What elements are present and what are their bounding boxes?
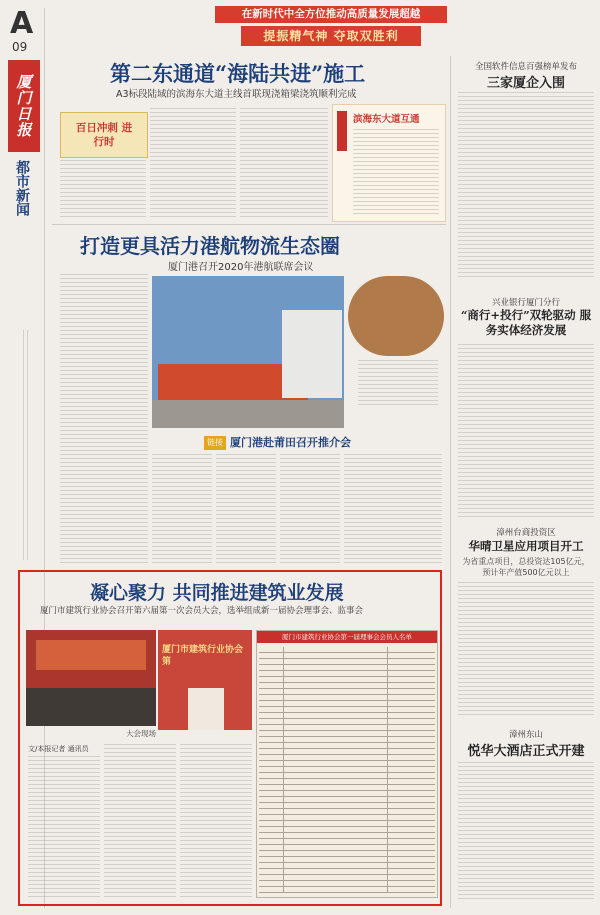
speaker-banner-text: 厦门市建筑行业协会第 — [162, 645, 244, 667]
port-caption: 厦门港赴莆田召开推介会 — [230, 436, 351, 449]
sea-land-badge — [60, 112, 148, 158]
member-table — [256, 630, 438, 898]
paper-name: 厦门日报 — [14, 74, 33, 138]
member-table-title: 厦门市建筑行业协会第一届理事会会员人名单 — [257, 631, 437, 643]
sidebar-body — [353, 129, 439, 215]
construction-photo-speaker — [158, 630, 252, 730]
right-top-title: 三家厦企入围 — [486, 76, 565, 91]
port-subtitle: 厦门港召开2020年港航联席会议 — [168, 262, 314, 273]
top-banner — [215, 6, 447, 50]
right-top-body — [458, 92, 594, 278]
port-body-left — [60, 274, 148, 564]
hotel-body — [458, 762, 594, 902]
divider-1 — [52, 224, 446, 225]
sea-land-title: 第二东通道“海陆共进”施工 — [110, 61, 366, 86]
hotel-kicker: 漳州东山 — [508, 730, 543, 740]
section-name — [12, 160, 38, 220]
construction-body-c2 — [104, 744, 176, 900]
port-meeting-caption — [358, 360, 438, 408]
banner-line2: 提振精气神 夺取双胜利 — [241, 26, 421, 46]
crane-ship — [282, 310, 342, 398]
hall-caption-text: 大会现场 — [126, 729, 156, 738]
crane-ground — [152, 400, 344, 428]
construction-byline: 文/本报记者 通讯员 — [28, 745, 89, 753]
hotel-title: 悦华大酒店正式开建 — [467, 744, 585, 759]
sea-land-sidebar — [332, 104, 446, 222]
port-meeting-photo — [348, 276, 444, 356]
construction-body-c1 — [28, 756, 100, 900]
section-label: 都市新闻 — [14, 160, 30, 216]
banner-line1: 在新时代中全方位推动高质量发展超越 — [215, 6, 447, 23]
zhangzhou-body — [458, 582, 594, 718]
right-top-kicker: 全国软件信息百强榜单发布 — [474, 62, 577, 72]
construction-photo-hall — [26, 630, 156, 726]
hall-stage — [36, 640, 146, 670]
construction-subtitle: 厦门市建筑行业协会召开第六届第一次会员大会，选举组成新一届协会理事会、监事会 — [40, 606, 364, 616]
port-title: 打造更具活力港航物流生态圈 — [80, 234, 340, 258]
speaker-podium — [188, 688, 224, 730]
port-body-c2 — [216, 454, 276, 564]
construction-title: 凝心聚力 共同推进建筑业发展 — [90, 582, 344, 604]
zhangzhou-kicker: 漳州台商投资区 — [496, 528, 556, 538]
sea-land-body-col3 — [240, 108, 328, 220]
bank-kicker: 兴业银行厦门分行 — [491, 298, 560, 308]
page-number: 09 — [12, 40, 28, 54]
sea-land-subtitle: A3标段陆域的滨海东大道主线首联现浇箱梁浇筑顺利完成 — [116, 89, 357, 100]
port-body-c4 — [344, 454, 442, 564]
zhangzhou-title: 华晴卫星应用项目开工 — [468, 539, 584, 553]
bank-body — [458, 344, 594, 520]
port-crane-photo — [152, 276, 344, 428]
sidebar-head: 滨海东大道互通 — [353, 114, 420, 125]
paper-logo — [8, 60, 40, 152]
badge-text: 百日冲刺 进行时 — [75, 122, 133, 148]
right-col-divider — [450, 56, 451, 908]
port-link-badge: 链接 — [204, 436, 226, 450]
construction-body-c3 — [180, 744, 252, 900]
member-table-grid — [259, 647, 435, 893]
margin-dateline — [23, 330, 29, 560]
bank-title: “商行+投行”双轮驱动 服务实体经济发展 — [460, 308, 592, 337]
port-body-c1 — [152, 454, 212, 564]
hall-audience — [26, 688, 156, 726]
construction-photo-hall-caption — [26, 728, 156, 739]
sidebar-tag — [337, 111, 347, 151]
page-letter: A — [10, 6, 34, 41]
port-body-c3 — [280, 454, 340, 564]
zhangzhou-subtitle: 为省重点项目，总投资达105亿元，预计年产值500亿元以上 — [462, 557, 590, 577]
sea-land-body-col1 — [60, 160, 146, 220]
sea-land-body-col2 — [150, 108, 236, 220]
